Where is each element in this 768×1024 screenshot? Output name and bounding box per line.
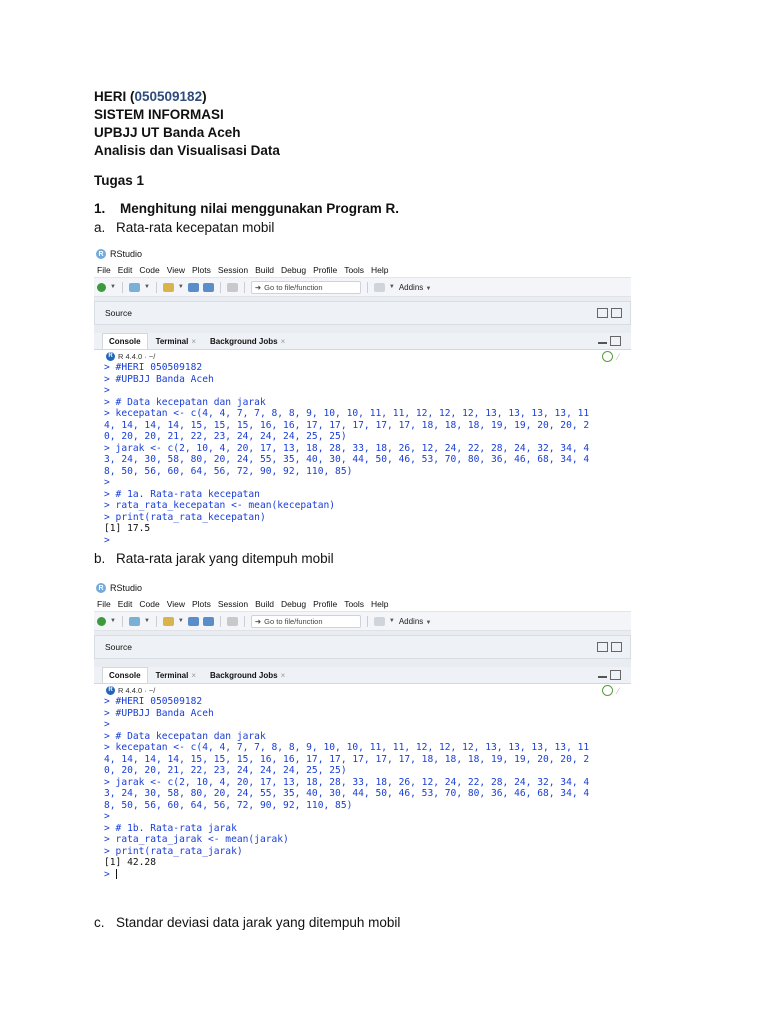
chevron-down-icon[interactable]: ▼ [388,284,395,290]
rstudio-logo-icon: R [96,583,106,593]
close-icon[interactable]: × [191,337,196,346]
rstudio-window-1 [94,246,631,546]
chevron-down-icon[interactable]: ▼ [143,618,150,624]
console-line: 0, 20, 20, 21, 22, 23, 24, 24, 24, 25, 25) [104,765,347,776]
toolbar-divider [367,616,368,627]
toolbar-divider [220,282,221,293]
tab-console-label: Console [109,337,141,346]
console-line: 8, 50, 56, 60, 64, 56, 72, 90, 92, 110, 85) [104,799,353,811]
author-line [94,88,207,106]
chevron-down-icon[interactable]: ▼ [388,618,395,624]
item-c [94,915,400,930]
console-output[interactable] [94,362,631,546]
toolbar [94,611,631,631]
save-icon[interactable] [188,617,199,626]
addins-button[interactable] [399,617,432,626]
arrow-icon: ➜ [254,616,262,626]
console-line: > rata_rata_kecepatan <- mean(kecepatan) [104,500,336,511]
menu-code[interactable]: Code [139,598,160,609]
pane-gap [94,325,631,333]
minimize-pane-icon[interactable] [598,676,607,678]
console-line: 8, 50, 56, 60, 64, 56, 72, 90, 92, 110, 85) [104,465,353,477]
console-line: > kecepatan <- c(4, 4, 7, 7, 8, 8, 9, 10, 10, 11, 11, 12, 12, 12, 13, 13, 13, 13, 11 [104,742,590,753]
rstudio-titlebar [94,246,631,262]
rstudio-window-2 [94,580,631,900]
save-all-icon[interactable] [203,617,214,626]
rstudio-logo-icon: R [96,249,106,259]
r-logo-icon: R [106,352,115,361]
tab-terminal-label: Terminal [155,671,189,680]
item-c-text: Standar deviasi data jarak yang ditempuh mobil [116,915,401,930]
menu-session[interactable]: Session [217,264,249,275]
grid-icon[interactable] [374,617,385,626]
toolbar [94,277,631,297]
tab-console[interactable] [102,333,148,349]
author-name: HERI ( [94,89,135,104]
goto-file-input[interactable] [251,281,361,294]
console-line: > [104,385,110,396]
addins-label: Addins [398,616,424,626]
rstudio-titlebar [94,580,631,596]
source-pane-header [94,301,631,325]
toolbar-divider [367,282,368,293]
console-line: 4, 14, 14, 14, 15, 15, 15, 16, 16, 17, 17, 17, 17, 17, 18, 18, 18, 19, 19, 20, 20, 2 [104,753,590,765]
console-output[interactable] [94,696,631,880]
console-line: 3, 24, 30, 58, 80, 20, 24, 55, 35, 40, 30, 44, 50, 46, 53, 70, 80, 36, 46, 68, 34, 4 [104,788,590,799]
item-b-text: Rata-rata jarak yang ditempuh mobil [116,551,334,566]
refresh-icon[interactable] [602,685,613,696]
restore-pane-icon[interactable] [610,670,621,680]
tab-terminal-label: Terminal [155,337,189,346]
r-logo-icon: R [106,686,115,695]
section-number: 1. [94,201,106,216]
toolbar-divider [244,282,245,293]
menu-profile[interactable]: Profile [313,264,338,275]
refresh-icon[interactable] [602,351,613,362]
menu-help[interactable]: Help [371,598,389,609]
new-file-icon[interactable] [97,283,106,292]
menu-view[interactable]: View [166,264,185,275]
console-line: > # Data kecepatan dan jarak [104,730,266,742]
console-actions [602,351,619,362]
section-heading [94,201,399,216]
close-icon[interactable]: × [280,337,286,346]
tab-background-jobs-label: Background Jobs [209,337,278,346]
source-label: Source [105,642,132,652]
open-file-icon[interactable] [163,283,174,292]
toolbar-divider [122,616,123,627]
addins-button[interactable] [399,283,432,292]
chevron-down-icon[interactable]: ▼ [110,284,116,290]
clear-console-icon[interactable]: ⁄ [617,351,619,362]
menu-debug[interactable]: Debug [281,598,307,609]
arrow-icon: ➜ [254,282,262,292]
console-line: > [104,477,110,488]
menu-plots[interactable]: Plots [191,264,211,275]
chevron-down-icon[interactable]: ▼ [177,618,184,624]
new-file-icon[interactable] [97,617,106,626]
maximize-pane-icon[interactable] [611,642,622,652]
open-file-icon[interactable] [163,617,174,626]
menu-session[interactable]: Session [217,598,249,609]
menu-file[interactable]: File [97,264,111,275]
console-line: > # 1a. Rata-rata kecepatan [104,488,260,500]
menu-tools[interactable]: Tools [344,264,365,275]
console-line: > #UPBJJ Banda Aceh [104,707,214,719]
text-cursor [116,869,117,879]
addins-label: Addins [398,282,424,292]
chevron-down-icon: ▼ [425,285,432,292]
menu-debug[interactable]: Debug [281,264,307,275]
console-prompt: > [104,534,110,546]
console-line: > rata_rata_jarak <- mean(jarak) [104,834,289,845]
tab-console-label: Console [109,671,141,680]
minimize-pane-icon[interactable] [597,642,608,652]
toolbar-divider [156,282,157,293]
source-window-controls [597,642,622,652]
restore-pane-icon[interactable] [610,336,621,346]
tab-terminal[interactable] [150,334,202,349]
console-tabs [94,333,631,350]
tab-background-jobs-label: Background Jobs [209,671,278,680]
chevron-down-icon[interactable]: ▼ [110,618,116,624]
console-tabs [94,667,631,684]
course-line: Analisis dan Visualisasi Data [94,143,280,158]
new-project-icon[interactable] [129,617,140,626]
menu-bar [94,262,631,277]
console-actions [602,685,619,696]
minimize-pane-icon[interactable] [598,342,607,344]
source-window-controls [597,308,622,318]
tab-terminal[interactable] [150,668,202,683]
menu-code[interactable]: Code [139,264,160,275]
menu-edit[interactable]: Edit [117,264,133,275]
menu-build[interactable]: Build [255,264,275,275]
console-line: > jarak <- c(2, 10, 4, 20, 17, 13, 18, 28, 33, 18, 26, 12, 24, 22, 28, 24, 32, 34, 4 [104,776,590,788]
toolbar-divider [244,616,245,627]
chevron-down-icon: ▼ [425,619,432,626]
print-icon[interactable] [227,283,238,292]
section-title: Menghitung nilai menggunakan Program R. [120,201,400,216]
item-b [94,551,334,566]
chevron-down-icon[interactable]: ▼ [143,284,150,290]
tab-background-jobs[interactable] [204,334,291,349]
console-line: > #UPBJJ Banda Aceh [104,373,214,385]
student-id: 050509182 [134,89,203,104]
pane-gap [94,659,631,667]
console-line: > # 1b. Rata-rata jarak [104,822,237,834]
close-icon[interactable]: × [280,671,286,680]
r-version: R 4.4.0 · ~/ [118,685,156,695]
console-line: > kecepatan <- c(4, 4, 7, 7, 8, 8, 9, 10, 10, 11, 11, 12, 12, 12, 13, 13, 13, 13, 11 [104,408,590,419]
clear-console-icon[interactable]: ⁄ [617,685,619,696]
console-result: [1] 17.5 [104,523,151,534]
console-line: > [104,719,110,730]
goto-placeholder: Go to file/function [264,616,323,626]
console-line: > #HERI 050509182 [104,696,203,707]
menu-help[interactable]: Help [371,264,389,275]
menu-file[interactable]: File [97,598,111,609]
console-window-controls [598,670,621,680]
menu-view[interactable]: View [166,598,185,609]
console-line: > jarak <- c(2, 10, 4, 20, 17, 13, 18, 28, 33, 18, 26, 12, 24, 22, 28, 24, 32, 34, 4 [104,442,590,454]
console-line: > [104,811,110,822]
save-icon[interactable] [188,283,199,292]
console-line: 3, 24, 30, 58, 80, 20, 24, 55, 35, 40, 30, 44, 50, 46, 53, 70, 80, 36, 46, 68, 34, 4 [104,454,590,465]
tab-background-jobs[interactable] [204,668,291,683]
console-line: > print(rata_rata_jarak) [104,845,243,857]
maximize-pane-icon[interactable] [611,308,622,318]
grid-icon[interactable] [374,283,385,292]
console-prompt: > [104,868,116,880]
author-close: ) [202,89,207,104]
tab-console[interactable] [102,667,148,683]
window-title: RStudio [110,583,143,593]
r-version-bar [94,684,631,696]
menu-build[interactable]: Build [255,598,275,609]
save-all-icon[interactable] [203,283,214,292]
minimize-pane-icon[interactable] [597,308,608,318]
menu-plots[interactable]: Plots [191,598,211,609]
r-version-bar [94,350,631,362]
toolbar-divider [220,616,221,627]
r-version: R 4.4.0 · ~/ [118,351,156,361]
source-label: Source [105,308,132,318]
console-prompt-line[interactable] [104,869,631,881]
goto-placeholder: Go to file/function [264,282,323,292]
item-c-label: c. [94,915,105,930]
console-line: 4, 14, 14, 14, 15, 15, 15, 16, 16, 17, 17, 17, 17, 17, 18, 18, 18, 19, 19, 20, 20, 2 [104,419,590,431]
item-b-label: b. [94,551,106,566]
menu-profile[interactable]: Profile [313,598,338,609]
menu-bar [94,596,631,611]
menu-tools[interactable]: Tools [344,598,365,609]
print-icon[interactable] [227,617,238,626]
console-line: 0, 20, 20, 21, 22, 23, 24, 24, 24, 25, 25) [104,431,347,442]
toolbar-divider [122,282,123,293]
goto-file-input[interactable] [251,615,361,628]
window-title: RStudio [110,249,143,259]
task-title: Tugas 1 [94,173,145,188]
source-pane-header [94,635,631,659]
console-window-controls [598,336,621,346]
chevron-down-icon[interactable]: ▼ [177,284,184,290]
item-a-text: Rata-rata kecepatan mobil [116,220,275,235]
console-line: > # Data kecepatan dan jarak [104,396,266,408]
item-a [94,220,274,235]
program-line: SISTEM INFORMASI [94,107,224,122]
campus-line: UPBJJ UT Banda Aceh [94,125,241,140]
console-line: > #HERI 050509182 [104,362,203,373]
console-line: > print(rata_rata_kecepatan) [104,511,266,523]
console-result: [1] 42.28 [104,857,156,868]
new-project-icon[interactable] [129,283,140,292]
menu-edit[interactable]: Edit [117,598,133,609]
toolbar-divider [156,616,157,627]
item-a-label: a. [94,220,106,235]
close-icon[interactable]: × [191,671,196,680]
